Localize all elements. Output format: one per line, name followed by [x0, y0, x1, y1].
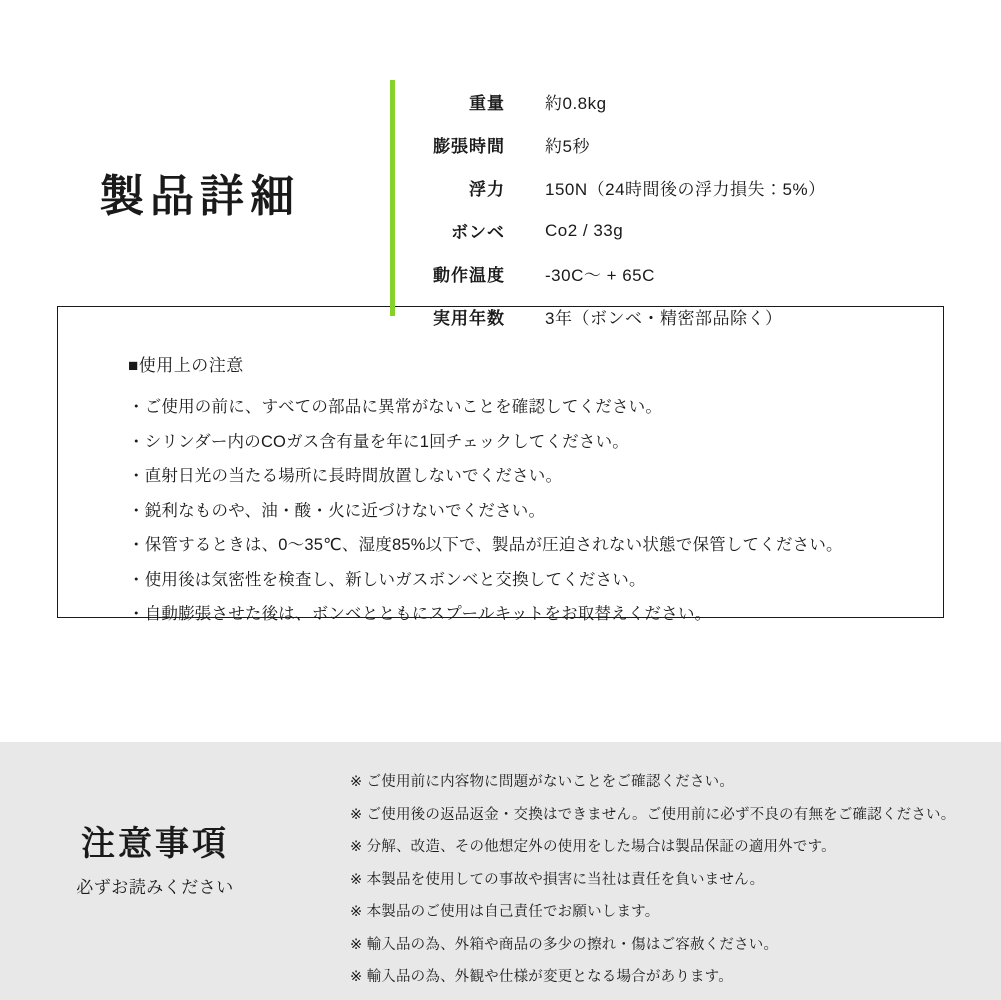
list-item: ・直射日光の当たる場所に長時間放置しないでください。 [128, 467, 563, 485]
list-item: ・鋭利なものや、油・酸・火に近づけないでください。 [128, 501, 546, 520]
list-item: ※ 本製品のご使用は自己責任でお願いします。 [350, 904, 660, 920]
notice-list [310, 742, 1001, 994]
list-item: ※ ご使用後の返品返金・交換はできません。ご使用前に必ず不良の有無をご確認ください。 [350, 806, 956, 823]
product-spec-section [0, 0, 1001, 328]
spec-value: -30C〜 + 65C [545, 266, 655, 285]
list-item: ※ ご使用前に内容物に問題がないことをご確認ください。 [350, 774, 735, 790]
notice-title: 注意事項 [81, 825, 229, 863]
page-title: 製品詳細 [100, 172, 300, 221]
spec-label: 重量 [469, 94, 505, 113]
spec-label: 実用年数 [433, 309, 505, 328]
list-item: ・シリンダー内のCOガス含有量を年に1回チェックしてください。 [128, 432, 629, 451]
accent-bar [390, 80, 395, 316]
spec-label: 浮力 [469, 180, 505, 199]
list-item: ※ 輸入品の為、外箱や商品の多少の擦れ・傷はご容赦ください。 [350, 936, 779, 953]
spec-table-body [425, 80, 826, 338]
spec-label: 動作温度 [433, 266, 505, 285]
notice-heading-block [0, 742, 310, 898]
list-item: ※ 本製品を使用しての事故や損害に当社は責任を負いません。 [350, 871, 765, 888]
table-row [425, 80, 826, 123]
spec-label: 膨張時間 [433, 137, 505, 156]
table-row [425, 209, 826, 252]
list-item: ・ご使用の前に、すべての部品に異常がないことを確認してください。 [128, 398, 663, 416]
list-item: ※ 分解、改造、その他想定外の使用をした場合は製品保証の適用外です。 [350, 839, 836, 855]
spec-value: 3年（ボンベ・精密部品除く） [545, 309, 783, 328]
spec-value: 約0.8kg [545, 94, 607, 113]
list-item: ・保管するときは、0〜35℃、湿度85%以下で、製品が圧迫されない状態で保管してください。 [128, 536, 843, 554]
table-row [425, 123, 826, 166]
spec-value: 150N（24時間後の浮力損失：5%） [545, 180, 826, 199]
spec-label: ボンベ [451, 223, 505, 242]
spec-table [425, 80, 826, 338]
notice-section [0, 742, 1001, 1000]
table-row [425, 166, 826, 209]
notice-subtitle: 必ずお読みください [76, 878, 234, 897]
table-row [425, 295, 826, 338]
spec-value: 約5秒 [545, 137, 590, 156]
table-row [425, 252, 826, 295]
list-item: ・使用後は気密性を検査し、新しいガスボンベと交換してください。 [128, 570, 646, 589]
spec-value: Co2 / 33g [545, 220, 624, 240]
usage-caution-box [57, 306, 944, 623]
caution-heading: ■使用上の注意 [128, 356, 244, 375]
list-item: ・自動膨張させた後は、ボンベとともにスプールキットをお取替えください。 [128, 605, 712, 623]
caution-list [128, 390, 943, 632]
list-item: ※ 輸入品の為、外観や仕様が変更となる場合があります。 [350, 969, 733, 985]
